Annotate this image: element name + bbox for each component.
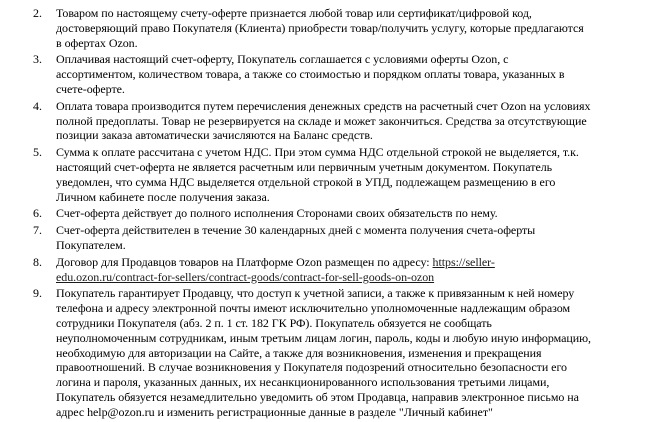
text-line [56,255,654,270]
item-text [56,286,654,419]
text-line: настоящий счет-оферта не является расчетным или первичным учетным документом. Покупатель [56,159,553,174]
list-item [0,223,659,253]
text-line: Товаром по настоящему счету-оферте признается любой товар или сертификат/цифровой код, [56,6,532,20]
text-line: Счет-оферта действует до полного исполнения Сторонами своих обязательств по нему. [56,206,498,221]
item-text [56,6,654,50]
list-item [0,52,659,96]
text-line: необходимую для авторизации на Сайте, а также для возникновения, изменения и прекращения [56,345,542,360]
terms-list [0,6,659,422]
text-line: Покупатель обязуется незамедлительно уведомить об этом Продавца, направив электронное письмо на [56,389,579,404]
list-item [0,145,659,204]
item-number: 5. [33,145,42,160]
item-text [56,99,654,143]
item-number: 3. [33,52,42,67]
item-number: 6. [33,206,42,221]
text-line: телефона и адресу электронной почты имеют исключительно уполномоченные надлежащим образом [56,301,570,316]
text-line: достоверяющий право Покупателя (Клиента) приобрести товар/получить услугу, которые предлагаются [56,20,584,35]
item-number: 2. [33,6,42,20]
seller-contract-link[interactable]: https://seller- [432,254,495,269]
list-item [0,286,659,419]
text-line: Оплачивая настоящий счет-оферту, Покупатель соглашается с условиями оферты Ozon, с [56,52,509,67]
text-line: в офертах Ozon. [56,35,138,50]
item-text [56,206,654,221]
item-text [56,145,654,204]
list-item [0,99,659,143]
item-number: 9. [33,286,42,301]
text-line: Покупателем. [56,237,126,252]
text-line: полной предоплаты. Товар не резервируется на складе и может закончиться. Средства за отсутствующие [56,113,587,128]
list-item [0,6,659,50]
item-text [56,223,654,253]
seller-contract-link-continued[interactable]: edu.ozon.ru/contract-for-sellers/contract-goods/contract-for-sell-goods-on-ozon [56,269,435,284]
item-text [56,255,654,285]
text-line: правоотношений. В случае возникновения у Покупателя подозрений относительно безопасности его [56,360,567,375]
list-item [0,255,659,285]
text-line: Покупатель гарантирует Продавцу, что доступ к учетной записи, а также к привязанным к ней номеру [56,286,575,301]
item-text [56,52,654,96]
text-line: неуполномоченным сотрудникам, иным третьим лицам логин, пароль, коды и любую иную информацию, [56,330,591,345]
item-number: 7. [33,223,42,238]
text-line: позиции заказа автоматически зачисляются на Баланс средств. [56,128,373,143]
text-line: сотрудники Покупателя (абз. 2 п. 1 ст. 182 ГК РФ). Покупатель обязуется не сообщать [56,315,492,330]
text-line: счете-оферте. [56,81,125,96]
text-line: Личном кабинете после получения заказа. [56,189,270,204]
item-number: 4. [33,98,42,113]
text-line: Счет-оферта действителен в течение 30 календарных дней с момента получения счета-оферты [56,223,536,238]
text-line: адрес help@ozon.ru и изменить регистрационные данные в разделе "Личный кабинет" [56,404,493,419]
text-line: логина и пароля, указанных данных, их несанкционированного использования третьими лицами, [56,375,550,390]
item-number: 8. [33,254,42,269]
text-line: Сумма к оплате рассчитана с учетом НДС. При этом сумма НДС отдельной строкой не выделяется, т.к. [56,145,579,160]
text-line: Оплата товара производится путем перечисления денежных средств на расчетный счет Ozon на условиях [56,98,591,113]
text-line: уведомлен, что сумма НДС выделяется отдельной строкой в УПД, подлежащем размещению в его [56,174,556,189]
seller-contract-label: Договор для Продавцов товаров на Платформе Ozon размещен по адресу: [56,254,433,269]
list-item [0,206,659,221]
text-line: ассортиментом, количеством товара, а также со стоимостью и порядком оплаты товара, указанных в [56,67,565,82]
